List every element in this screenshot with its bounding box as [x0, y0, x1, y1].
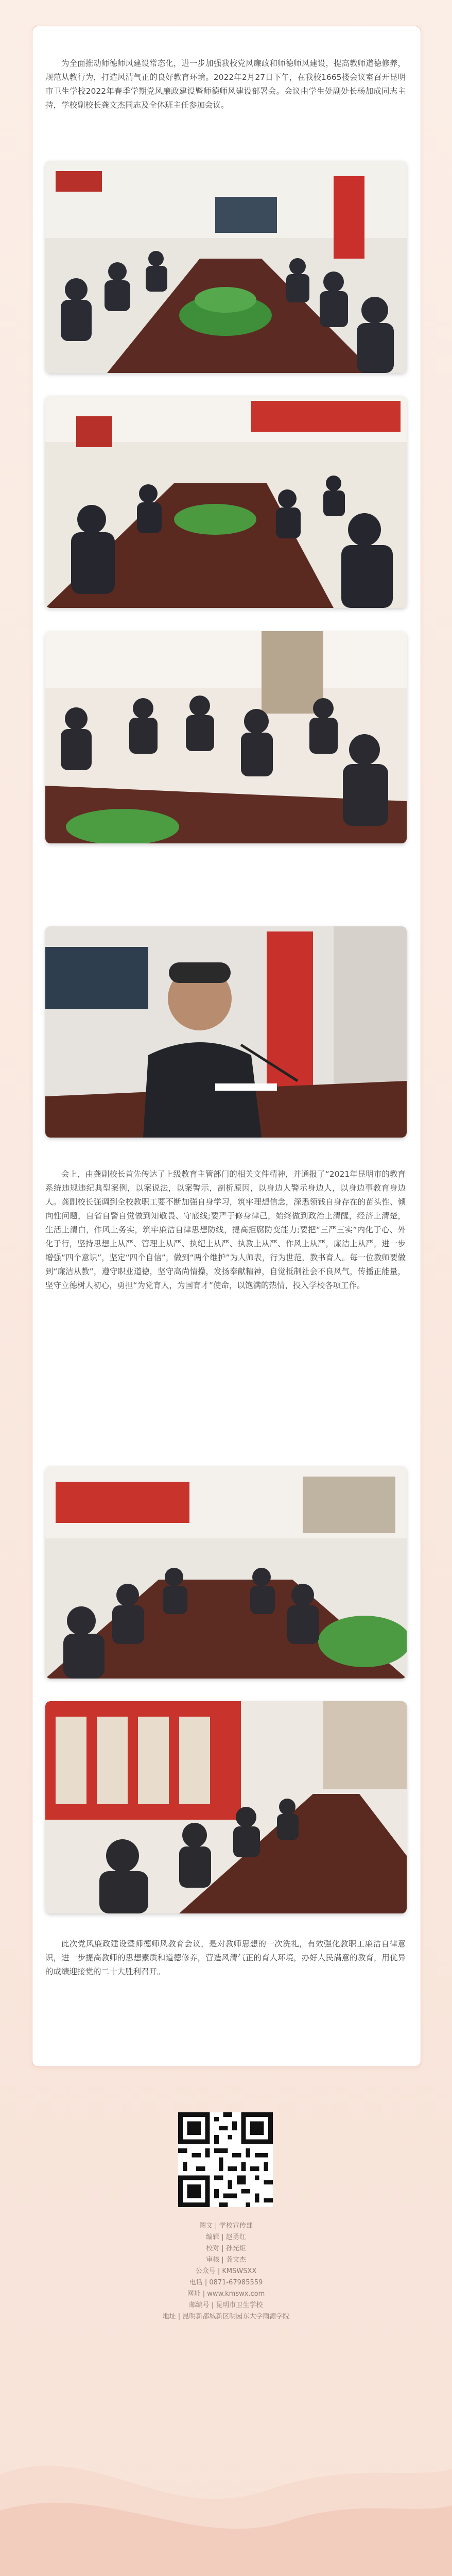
credit-line: 网址 | www.kmswx.com [187, 2290, 265, 2298]
meeting-photo-1 [45, 161, 407, 373]
credit-line: 图文 | 学校宣传部 [199, 2222, 253, 2230]
qr-code [178, 2112, 273, 2207]
closing-paragraph: 此次党风廉政建设暨师德师风教育会议，是对教师思想的一次洗礼，有效强化教职工廉洁自律意识，进一步提高教师的思想素质和道德修养，营造风清气正的育人环境，办好人民满意的教育，用优异的成绩迎接党的二十大胜利召开。 [45, 1939, 406, 1976]
meeting-photo-5 [45, 1701, 407, 1913]
speaker-photo [45, 926, 407, 1138]
decorative-wave [0, 2361, 452, 2576]
middle-paragraph: 会上，由龚副校长首先传达了上级教育主管部门的相关文件精神，并通报了“2021年昆明市的教育系统违规违纪典型案例，以案说法，以案警示，剖析原因，以身边人警示身边人，以身边事教育身边人。龚副校长强调到全校教职工要不断加强自身学习，筑牢理想信念，深悉领钱自身存在的苗头性、倾向性问题，自省自警自觉做到知敬畏、守底线;要严于修身律己，始终做到政治上清醒，经济上清楚，生活上清白，作风上务实，筑牢廉洁自律思想防线，提高拒腐防变能力;要把“三严三实”内化于心、外化于行，坚持思想上从严、管理上从严、执纪上从严、执教上从严、作风上从严，廉洁上从严，进一步增强“四个意识”，坚定“四个自信”，做到“两个维护”为人师表，行为世范，教书育人。每一位教师要做到“廉洁从教”，遵守职业道德，坚守高尚情操，发扬奉献精神，自觉抵制社会不良风气，传播正能量，坚守立德树人初心，勇担“为党育人，为国育才”使命，以饱满的热情，投入学校各项工作。 [45, 1170, 406, 1290]
intro-paragraph: 为全面推动师德师风建设常态化，进一步加强我校党风廉政和师德师风建设，提高教师道德修养，规范从教行为，打造风清气正的良好教育环境。2022年2月27日下午，在我校1665楼会议室召开昆明市卫生学校2022年春季学期党风廉政建设暨师德师风建设部署会。会议由学生处副处长杨加成同志主持，学校副校长龚文杰同志及全体班主任参加会议。 [45, 59, 406, 110]
credit-line: 地址 | 昆明新都城新区明园东大学雨源学院 [162, 2313, 290, 2320]
credit-line: 审核 | 龚文杰 [206, 2256, 246, 2264]
credit-line: 电话 | 0871-67985559 [189, 2279, 263, 2286]
meeting-photo-4 [45, 1466, 407, 1679]
credit-line: 邮编号 | 昆明市卫生学校 [189, 2301, 263, 2309]
credit-line: 编辑 | 赵勇红 [206, 2233, 246, 2241]
footer [0, 2112, 452, 2576]
credit-line: 校对 | 孙光炬 [206, 2245, 246, 2252]
credit-line: 公众号 | KMSWSXX [195, 2267, 257, 2275]
credits-block [0, 2221, 452, 2323]
meeting-photo-3 [45, 631, 407, 843]
meeting-photo-2 [45, 396, 407, 608]
